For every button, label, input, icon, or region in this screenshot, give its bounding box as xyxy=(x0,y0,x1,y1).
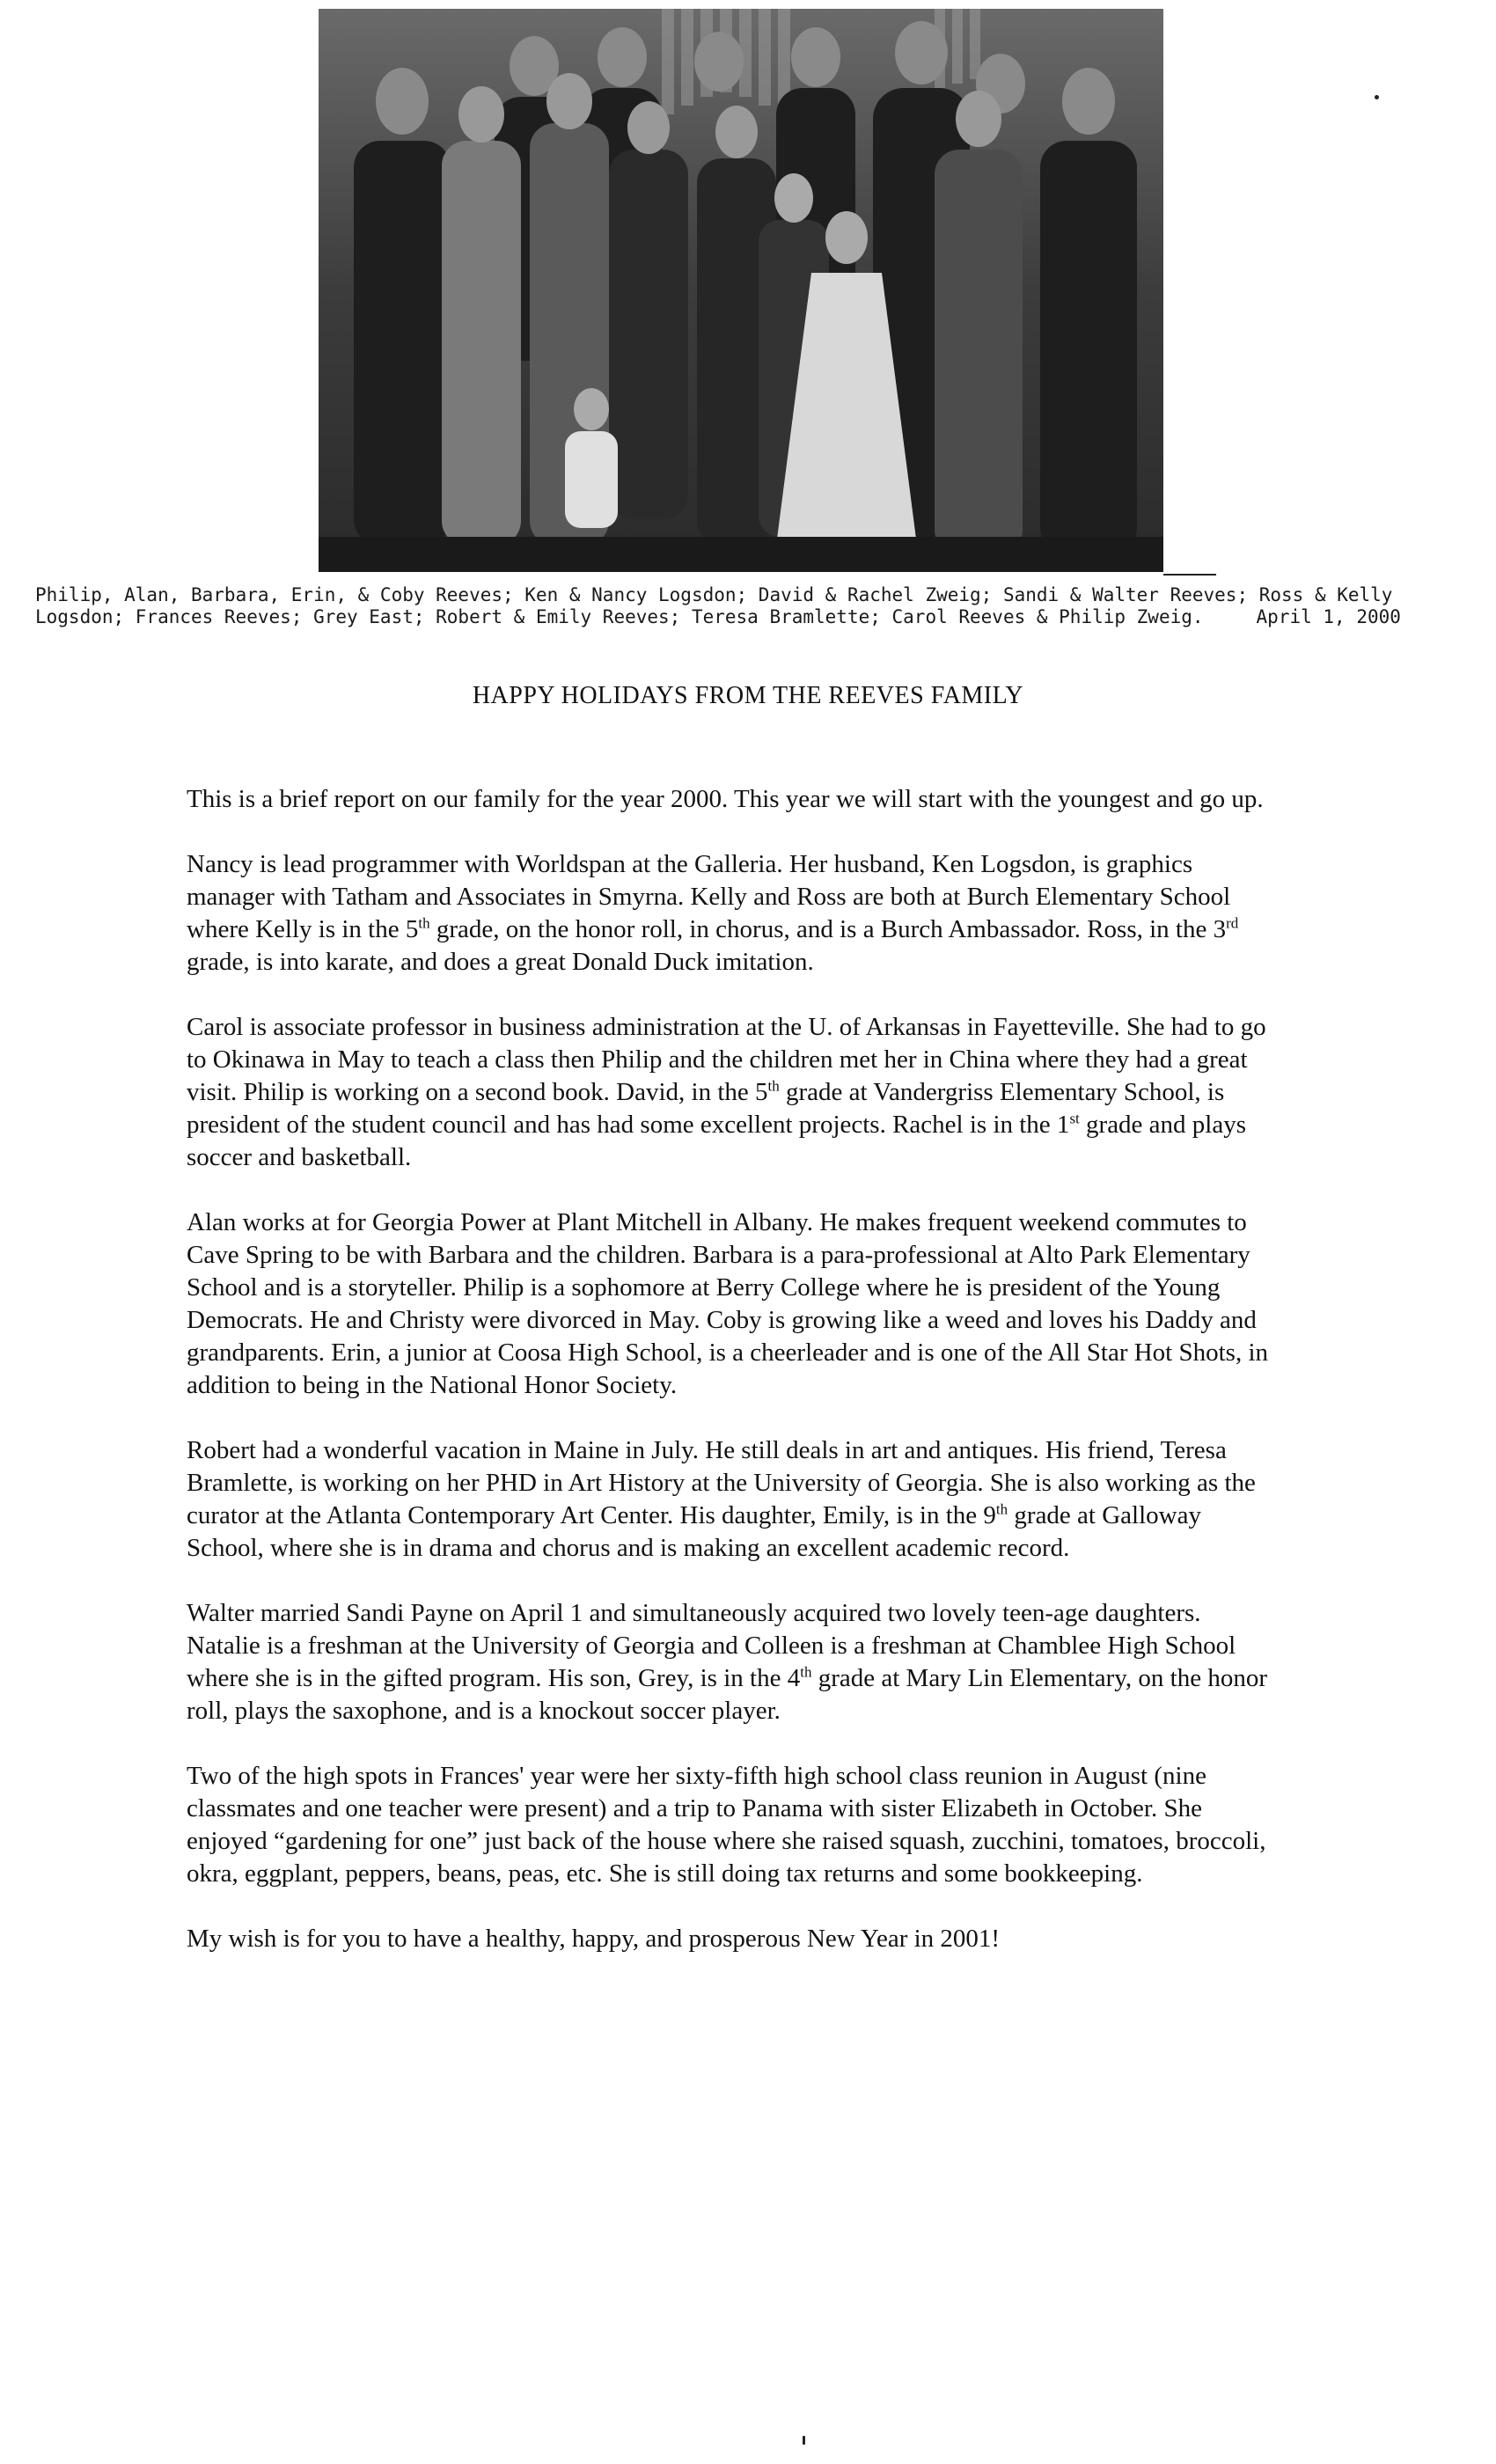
nancy-text-b: grade, on the honor roll, in chorus, and is a Burch Ambassador. Ross, in the 3 xyxy=(429,915,1227,943)
photo-underline xyxy=(1163,574,1216,576)
carol-text-c: grade and plays soccer and basketball. xyxy=(187,1111,1247,1171)
walter-text-a: Walter married Sandi Payne on April 1 and simultaneously acquired two lovely teen-age daughters. Natalie is a freshman at the University of Georgia and Colleen is a freshman at Chamblee High School where she is in the gifted program. His son, Grey, is in the 4 xyxy=(187,1599,1236,1692)
paragraph-closing: My wish is for you to have a healthy, happy, and prosperous New Year in 2001! xyxy=(187,1925,1001,1953)
paragraph-walter xyxy=(187,1597,1278,1727)
photo-caption xyxy=(35,584,1461,628)
robert-sup-1: th xyxy=(995,1500,1008,1518)
paragraph-robert xyxy=(187,1434,1278,1565)
paragraph-alan: Alan works at for Georgia Power at Plant Mitchell in Albany. He makes frequent weekend commutes to Cave Spring to be with Barbara and the children. Barbara is a para-professional at Alto Park Elementary School and is a storyteller. Philip is a sophomore at Berry College where he is president of the Young Democrats. He and Christy were divorced in May. Coby is growing like a weed and loves his Daddy and grandparents. Erin, a junior at Coosa High School, is a cheerleader and is one of the All Star Hot Shots, in addition to being in the National Honor Society. xyxy=(187,1208,1269,1399)
caption-date: April 1, 2000 xyxy=(1256,606,1401,627)
family-photo xyxy=(319,9,1163,572)
walter-text-b: grade at Mary Lin Elementary, on the honor roll, plays the saxophone, and is a knockout soccer player. xyxy=(187,1664,1267,1725)
letter-body xyxy=(187,783,1278,1988)
scan-speck xyxy=(1375,95,1379,99)
robert-text-a: Robert had a wonderful vacation in Maine in July. He still deals in art and antiques. His friend, Teresa Bramlette, is working on her PHD in Art History at the University of Georgia. She is also working as the curator at the Atlanta Contemporary Art Center. His daughter, Emily, is in the 9 xyxy=(187,1436,1256,1529)
nancy-text-a: Nancy is lead programmer with Worldspan at the Galleria. Her husband, Ken Logsdon, is graphics manager with Tatham and Associates in Smyrna. Kelly and Ross are both at Burch Elementary School where Kelly is in the 5 xyxy=(187,850,1231,943)
carol-text-b: grade at Vandergriss Elementary School, is president of the student council and has had some excellent projects. Rachel is in the 1 xyxy=(187,1078,1225,1139)
paragraph-nancy xyxy=(187,848,1278,979)
paragraph-intro: This is a brief report on our family for the year 2000. This year we will start with the youngest and go up. xyxy=(187,785,1264,813)
paragraph-frances: Two of the high spots in Frances' year were her sixty-fifth high school class reunion in August (nine classmates and one teacher were present) and a trip to Panama with sister Elizabeth in October. She enjoyed “gardening for one” just back of the house where she raised squash, zucchini, tomatoes, broccoli, okra, eggplant, peppers, beans, peas, etc. She is still doing tax returns and some bookkeeping. xyxy=(187,1762,1266,1888)
caption-names: Philip, Alan, Barbara, Erin, & Coby Reeves; Ken & Nancy Logsdon; David & Rachel Zweig; Sandi & Walter Reeves; Ross & Kelly Logsdon; Frances Reeves; Grey East; Robert & Emily Reeves; Teresa Bramlette; Carol Reeves & Philip Zweig. xyxy=(35,584,1404,627)
paragraph-carol xyxy=(187,1011,1278,1174)
carol-text-a: Carol is associate professor in business administration at the U. of Arkansas in Fayetteville. She had to go to Okinawa in May to teach a class then Philip and the children met her in China where they had a great visit. Philip is working on a second book. David, in the 5 xyxy=(187,1013,1266,1106)
nancy-sup-2: rd xyxy=(1226,914,1239,932)
scan-speck xyxy=(803,2436,805,2445)
nancy-text-c: grade, is into karate, and does a great Donald Duck imitation. xyxy=(187,948,814,976)
carol-sup-2: st xyxy=(1069,1110,1080,1127)
carol-sup-1: th xyxy=(767,1077,780,1095)
letter-heading: HAPPY HOLIDAYS FROM THE REEVES FAMILY xyxy=(472,682,1024,709)
nancy-sup-1: th xyxy=(418,914,430,932)
robert-text-b: grade at Galloway School, where she is in drama and chorus and is making an excellent academic record. xyxy=(187,1501,1201,1562)
walter-sup-1: th xyxy=(800,1663,812,1681)
family-photo-image xyxy=(319,9,1163,572)
